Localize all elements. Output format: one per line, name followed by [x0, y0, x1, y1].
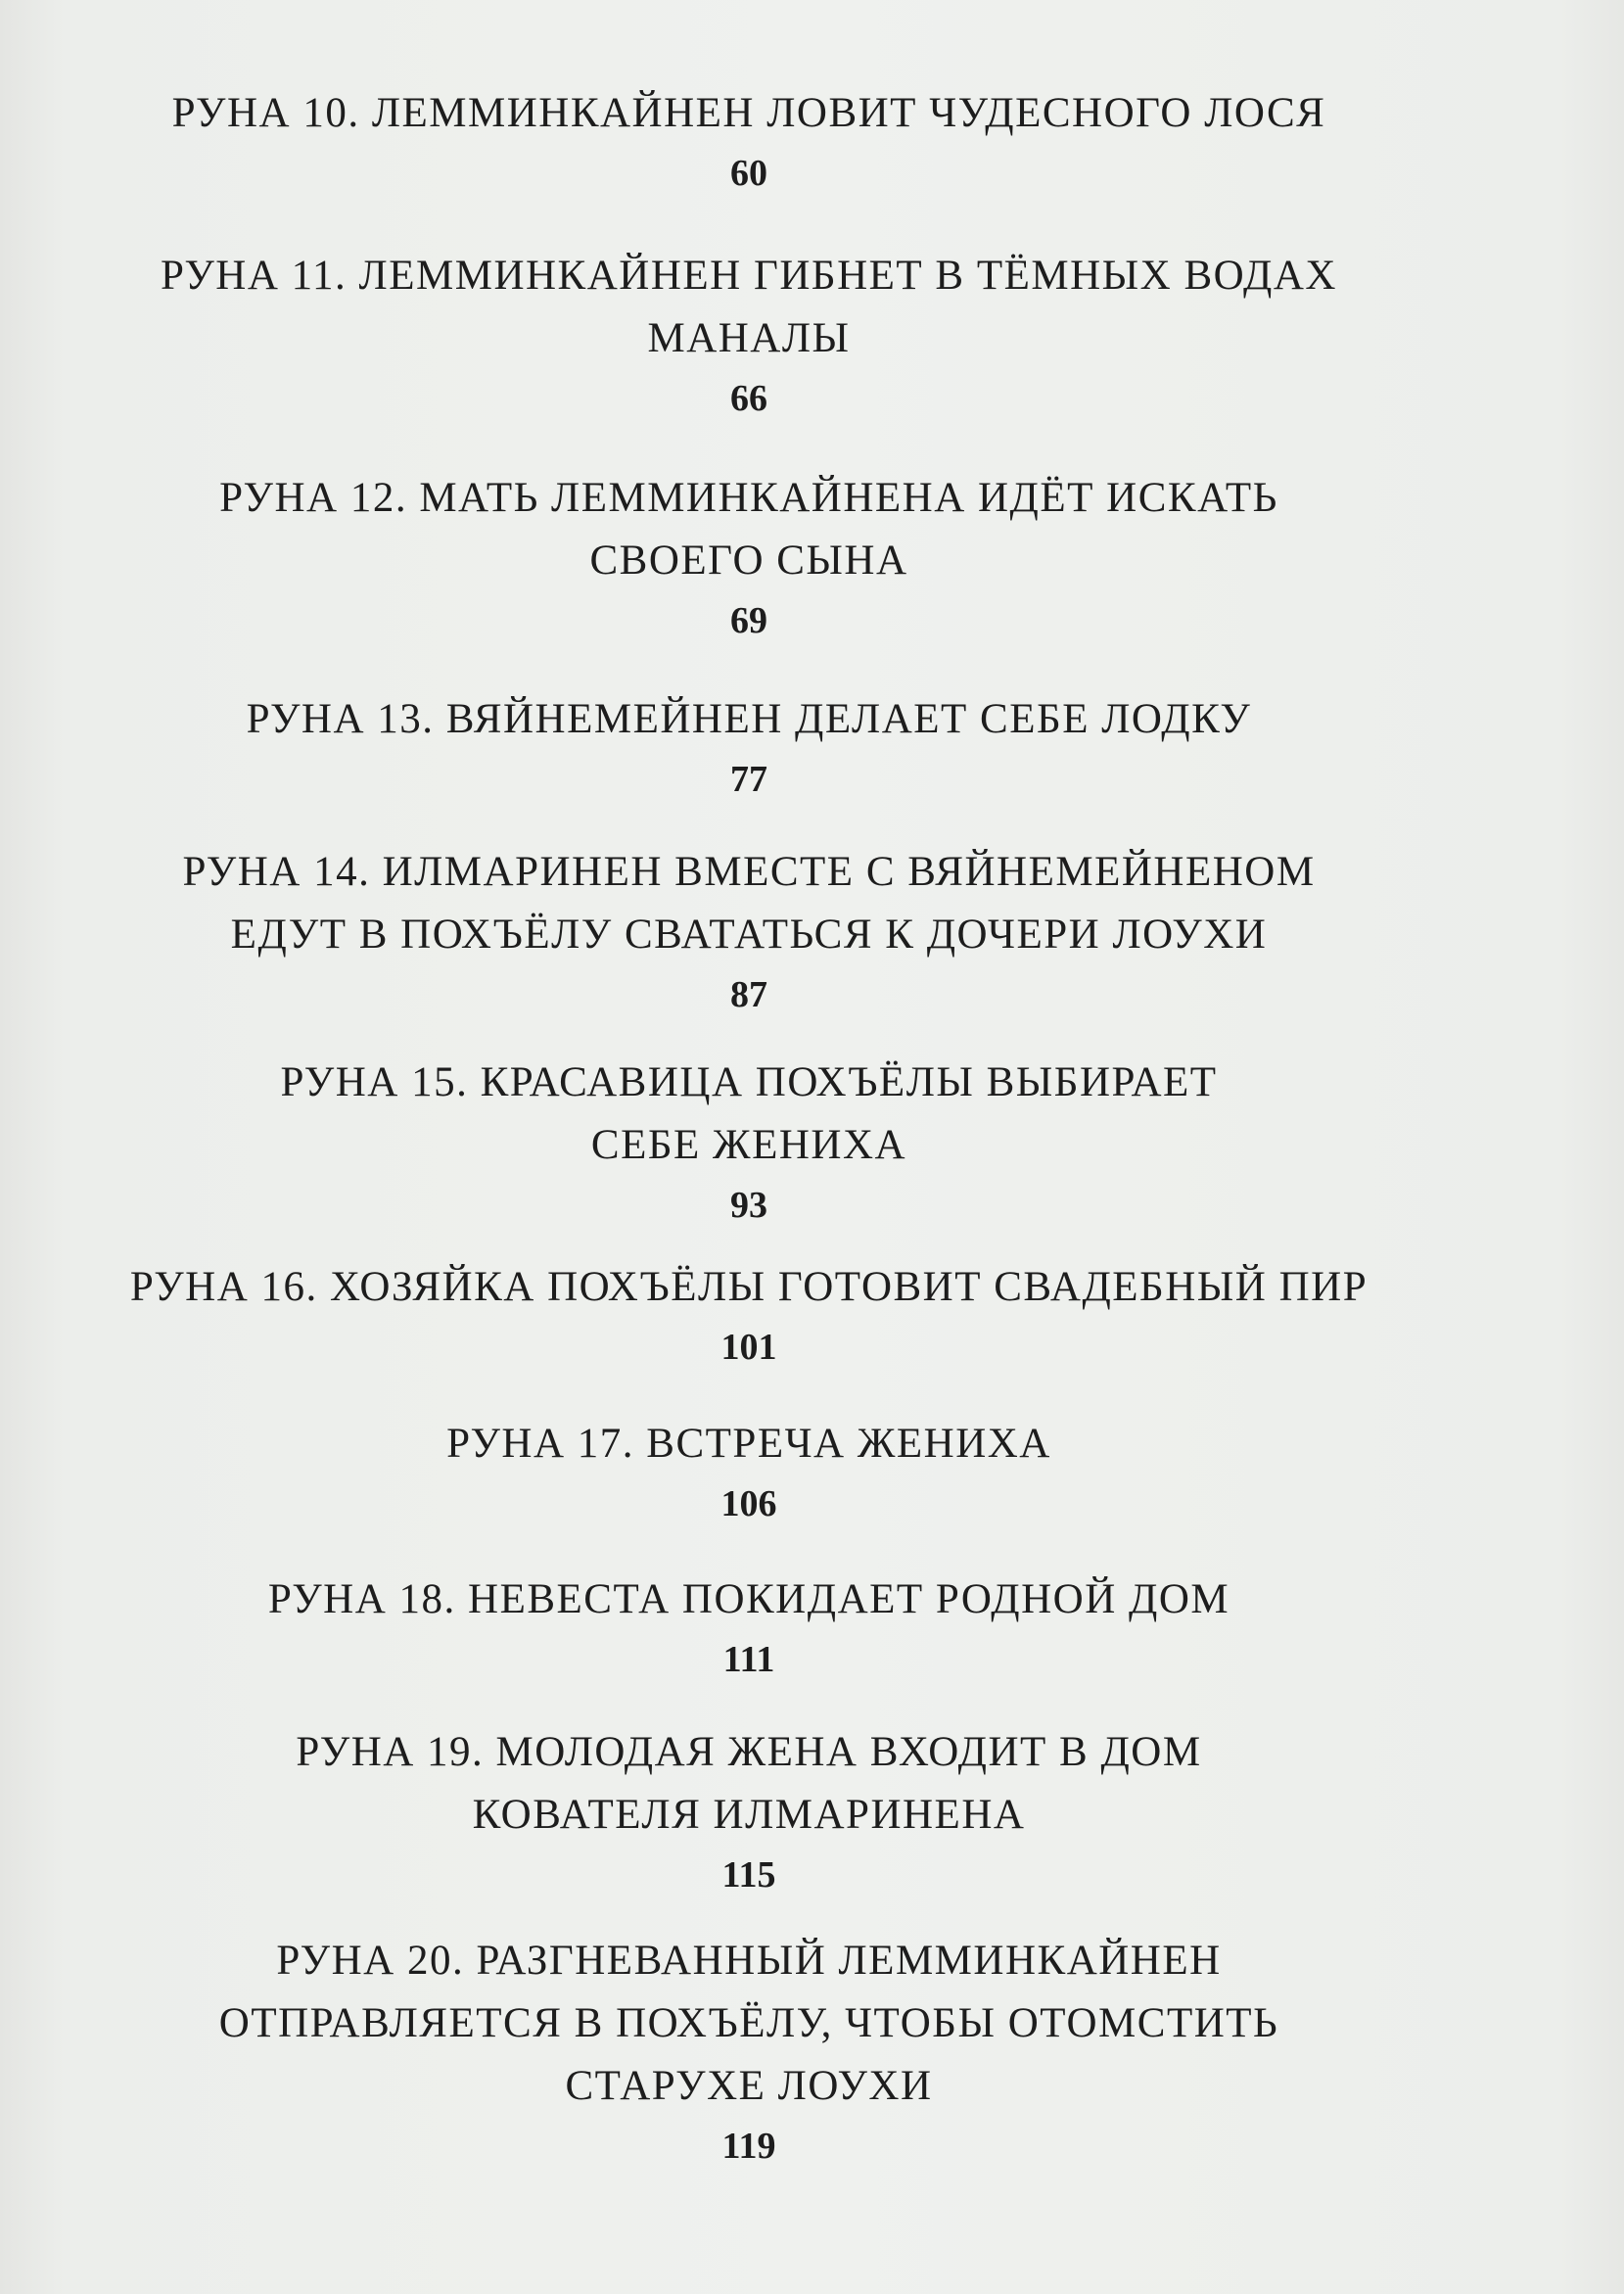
toc-entry	[98, 1930, 1400, 2173]
toc-entry	[98, 467, 1400, 647]
toc-entry-page-number: 77	[730, 759, 767, 800]
toc-entry	[98, 1721, 1400, 1901]
toc-entry-title-line: РУНА 19. МОЛОДАЯ ЖЕНА ВХОДИТ В ДОМ	[296, 1729, 1202, 1775]
toc-entry	[98, 688, 1400, 806]
toc-entry-page-number: 87	[730, 974, 767, 1015]
toc-entry-title-line: РУНА 11. ЛЕММИНКАЙНЕН ГИБНЕТ В ТЁМНЫХ ВОДАХ	[161, 253, 1337, 299]
toc-entry	[98, 1568, 1400, 1686]
toc-entry	[98, 82, 1400, 200]
toc-entry-page-number: 66	[730, 378, 767, 419]
toc-entry-title-line: СТАРУХЕ ЛОУХИ	[565, 2063, 933, 2109]
toc-entry-title: РУНА 16. ХОЗЯЙКА ПОХЪЁЛЫ ГОТОВИТ СВАДЕБНЫЙ ПИР	[129, 1264, 1369, 1310]
toc-entry-page-number: 106	[720, 1483, 777, 1524]
toc-entry	[98, 1052, 1400, 1232]
toc-entry-title-line: КОВАТЕЛЯ ИЛМАРИНЕНА	[472, 1792, 1026, 1838]
toc-entry-page-number: 93	[730, 1185, 767, 1226]
toc-entry-title-line: РУНА 14. ИЛМАРИНЕН ВМЕСТЕ С ВЯЙНЕМЕЙНЕНОМ	[182, 849, 1316, 895]
toc-entry-title-line: РУНА 15. КРАСАВИЦА ПОХЪЁЛЫ ВЫБИРАЕТ	[280, 1059, 1218, 1105]
toc-entry	[98, 245, 1400, 425]
toc-entry-title-line: РУНА 20. РАЗГНЕВАННЫЙ ЛЕММИНКАЙНЕН	[276, 1938, 1222, 1984]
toc-entry	[98, 841, 1400, 1021]
toc-entry-page-number: 69	[730, 600, 767, 641]
toc-entry	[98, 1256, 1400, 1374]
toc-entry-page-number: 119	[721, 2126, 776, 2167]
toc-entry-title-line: СЕБЕ ЖЕНИХА	[590, 1122, 907, 1168]
toc-entry-title: РУНА 18. НЕВЕСТА ПОКИДАЕТ РОДНОЙ ДОМ	[267, 1576, 1230, 1622]
toc-entry-page-number: 60	[730, 153, 767, 194]
toc-entry-title-line: ЕДУТ В ПОХЪЁЛУ СВАТАТЬСЯ К ДОЧЕРИ ЛОУХИ	[230, 912, 1268, 958]
toc-entry-page-number: 115	[721, 1854, 776, 1896]
toc-entry-title-line: МАНАЛЫ	[647, 315, 851, 361]
toc-entry-title-line: ОТПРАВЛЯЕТСЯ В ПОХЪЁЛУ, ЧТОБЫ ОТОМСТИТЬ	[218, 2000, 1279, 2046]
toc-entry-page-number: 111	[722, 1639, 775, 1680]
toc-entry-title: РУНА 10. ЛЕММИНКАЙНЕН ЛОВИТ ЧУДЕСНОГО ЛОСЯ	[171, 90, 1326, 136]
toc-entry-page-number: 101	[720, 1327, 777, 1368]
toc-entry-title-line: РУНА 12. МАТЬ ЛЕММИНКАЙНЕНА ИДЁТ ИСКАТЬ	[219, 475, 1278, 521]
toc-entry-title-line: СВОЕГО СЫНА	[589, 538, 908, 584]
toc-entry-title: РУНА 17. ВСТРЕЧА ЖЕНИХА	[446, 1421, 1051, 1467]
toc-entry	[98, 1413, 1400, 1530]
toc-entry-title: РУНА 13. ВЯЙНЕМЕЙНЕН ДЕЛАЕТ СЕБЕ ЛОДКУ	[246, 696, 1252, 742]
